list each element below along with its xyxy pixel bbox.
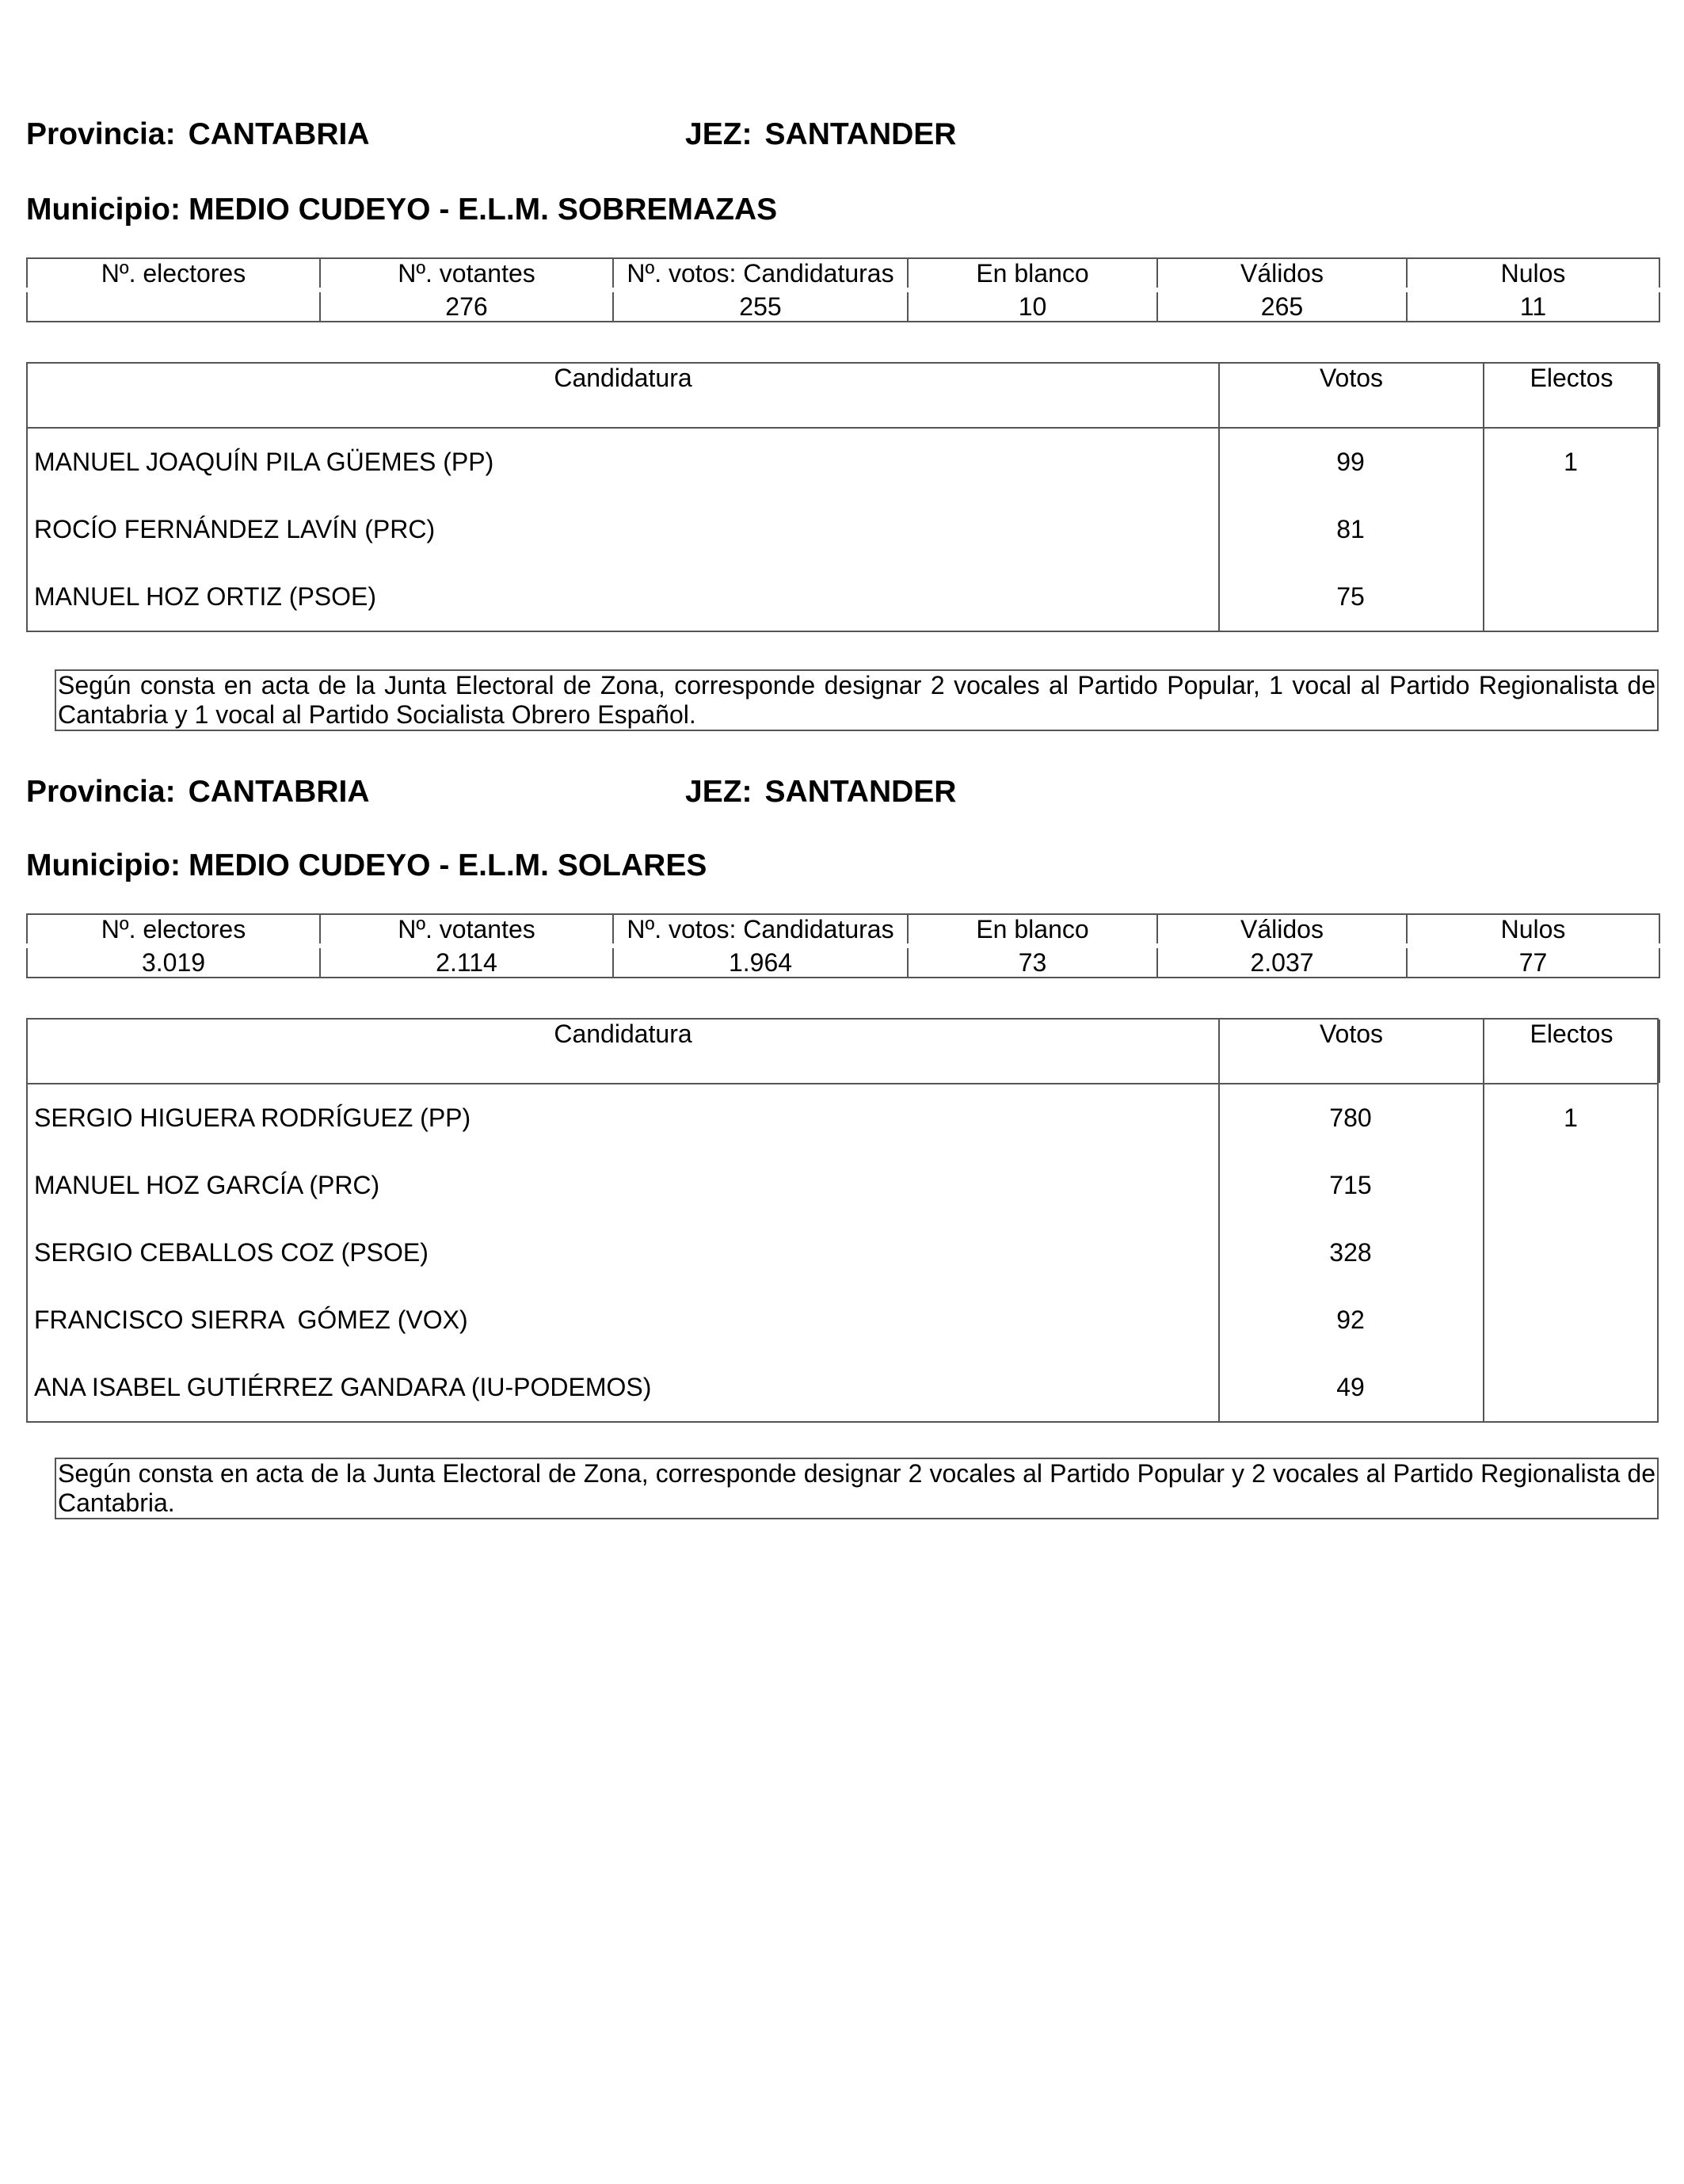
municipio-heading xyxy=(26,850,707,881)
candidate-row xyxy=(28,563,1657,631)
section-sobremazas xyxy=(26,0,1659,737)
candidate-name: SERGIO HIGUERA RODRÍGUEZ (PP) xyxy=(34,1103,471,1132)
municipio-value: MEDIO CUDEYO - E.L.M. SOBREMAZAS xyxy=(188,192,778,227)
designation-note: Según consta en acta de la Junta Electoral de Zona, corresponde designar 2 vocales al Partido Popular, 1 vocal al Partido Regionalista de Cantabria y 1 vocal al Partido Socialista Obrero Español. xyxy=(55,669,1659,731)
stats-header-row xyxy=(27,914,1659,946)
header-electos: Electos xyxy=(1483,364,1660,427)
stats-value-votos-candidaturas: 1.964 xyxy=(613,946,908,978)
candidate-elected: 1 xyxy=(1564,1103,1578,1132)
candidates-table xyxy=(26,362,1659,632)
stats-table xyxy=(26,257,1660,322)
stats-value-validos: 2.037 xyxy=(1157,946,1407,978)
candidate-name: ROCÍO FERNÁNDEZ LAVÍN (PRC) xyxy=(34,515,436,543)
candidate-row xyxy=(28,1219,1657,1286)
candidate-row xyxy=(28,429,1657,496)
stats-value-votos-candidaturas: 255 xyxy=(613,290,908,322)
candidate-row xyxy=(28,1354,1657,1421)
candidate-votes: 92 xyxy=(1336,1305,1365,1334)
header-electos: Electos xyxy=(1483,1020,1660,1083)
candidates-header xyxy=(28,364,1657,429)
provincia-value: CANTABRIA xyxy=(188,775,370,809)
jez-value: SANTANDER xyxy=(764,117,957,151)
candidate-votes: 49 xyxy=(1336,1373,1365,1401)
stats-header-en-blanco: En blanco xyxy=(908,914,1157,946)
candidate-votes: 715 xyxy=(1329,1171,1372,1199)
header-votos: Votos xyxy=(1218,364,1483,427)
stats-header-electores: Nº. electores xyxy=(27,914,320,946)
stats-header-votos-candidaturas: Nº. votos: Candidaturas xyxy=(613,258,908,290)
jez-heading xyxy=(685,119,956,150)
stats-header-validos: Válidos xyxy=(1157,258,1407,290)
stats-value-row xyxy=(27,946,1659,978)
candidate-votes: 780 xyxy=(1329,1103,1372,1132)
candidate-votes: 75 xyxy=(1336,582,1365,611)
candidate-name: MANUEL HOZ ORTIZ (PSOE) xyxy=(34,582,377,611)
candidate-name: SERGIO CEBALLOS COZ (PSOE) xyxy=(34,1238,429,1267)
stats-value-electores: 3.019 xyxy=(27,946,320,978)
jez-heading xyxy=(685,776,956,807)
municipio-value: MEDIO CUDEYO - E.L.M. SOLARES xyxy=(188,848,707,882)
candidate-votes: 81 xyxy=(1336,515,1365,543)
candidate-elected xyxy=(1483,563,1659,631)
stats-value-votantes: 2.114 xyxy=(320,946,613,978)
stats-header-nulos: Nulos xyxy=(1407,258,1659,290)
provincia-heading xyxy=(26,776,370,807)
provincia-heading xyxy=(26,119,370,150)
candidate-row xyxy=(28,1084,1657,1152)
municipio-heading xyxy=(26,194,777,225)
provincia-label: Provincia: xyxy=(26,117,176,151)
candidate-row xyxy=(28,496,1657,563)
stats-value-validos: 265 xyxy=(1157,290,1407,322)
candidate-elected: 1 xyxy=(1564,448,1578,476)
stats-header-validos: Válidos xyxy=(1157,914,1407,946)
candidates-header xyxy=(28,1020,1657,1084)
candidate-row xyxy=(28,1152,1657,1219)
stats-value-en-blanco: 10 xyxy=(908,290,1157,322)
header-candidatura: Candidatura xyxy=(554,364,692,392)
jez-label: JEZ: xyxy=(685,775,752,809)
candidate-name: ANA ISABEL GUTIÉRREZ GANDARA (IU-PODEMOS) xyxy=(34,1373,652,1401)
header-votos: Votos xyxy=(1218,1020,1483,1083)
stats-header-nulos: Nulos xyxy=(1407,914,1659,946)
stats-header-votantes: Nº. votantes xyxy=(320,914,613,946)
provincia-label: Provincia: xyxy=(26,775,176,809)
candidate-name: MANUEL HOZ GARCÍA (PRC) xyxy=(34,1171,380,1199)
candidate-elected xyxy=(1483,1354,1659,1421)
jez-label: JEZ: xyxy=(685,117,752,151)
stats-header-en-blanco: En blanco xyxy=(908,258,1157,290)
municipio-label: Municipio: xyxy=(26,192,181,227)
candidates-body xyxy=(28,1084,1657,1421)
stats-value-nulos: 77 xyxy=(1407,946,1659,978)
stats-header-votantes: Nº. votantes xyxy=(320,258,613,290)
stats-value-nulos: 11 xyxy=(1407,290,1659,322)
stats-value-en-blanco: 73 xyxy=(908,946,1157,978)
stats-value-votantes: 276 xyxy=(320,290,613,322)
candidate-elected xyxy=(1483,1286,1659,1354)
candidates-body xyxy=(28,429,1657,631)
candidate-votes: 99 xyxy=(1336,448,1365,476)
municipio-label: Municipio: xyxy=(26,848,181,882)
stats-header-row xyxy=(27,258,1659,290)
candidate-row xyxy=(28,1286,1657,1354)
jez-value: SANTANDER xyxy=(764,775,957,809)
section-solares xyxy=(26,657,1659,1529)
candidate-elected xyxy=(1483,1219,1659,1286)
stats-value-electores xyxy=(27,290,320,322)
candidate-elected xyxy=(1483,1152,1659,1219)
stats-header-electores: Nº. electores xyxy=(27,258,320,290)
candidate-elected xyxy=(1483,496,1659,563)
provincia-value: CANTABRIA xyxy=(188,117,370,151)
candidate-name: FRANCISCO SIERRA GÓMEZ (VOX) xyxy=(34,1305,468,1334)
candidates-table xyxy=(26,1018,1659,1423)
candidate-votes: 328 xyxy=(1329,1238,1372,1267)
designation-note: Según consta en acta de la Junta Electoral de Zona, corresponde designar 2 vocales al Partido Popular y 2 vocales al Partido Regionalista de Cantabria. xyxy=(55,1458,1659,1519)
stats-value-row xyxy=(27,290,1659,322)
header-candidatura: Candidatura xyxy=(554,1020,692,1048)
stats-header-votos-candidaturas: Nº. votos: Candidaturas xyxy=(613,914,908,946)
stats-table xyxy=(26,913,1660,978)
candidate-name: MANUEL JOAQUÍN PILA GÜEMES (PP) xyxy=(34,448,494,476)
